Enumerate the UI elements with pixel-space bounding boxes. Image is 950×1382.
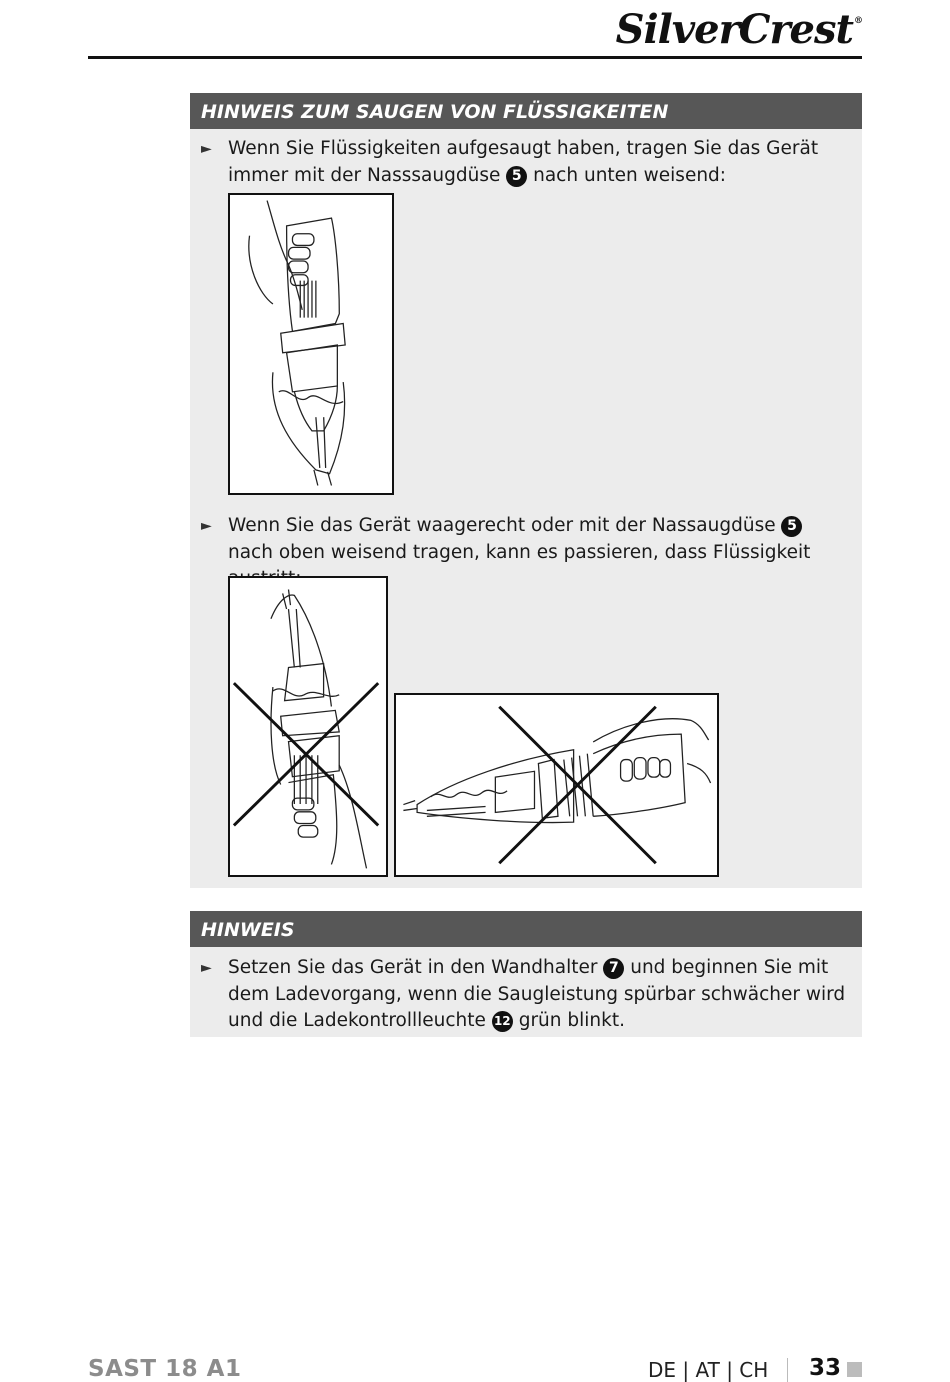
registered-mark: ® [854,16,862,26]
hand-vacuum-horizontal-icon [396,695,717,875]
hand-vacuum-nozzle-up-icon [230,578,386,875]
part-number-badge: 7 [603,958,624,979]
notice-liquid-vacuuming [190,93,862,888]
footer-divider [787,1358,788,1382]
part-number-badge: 5 [781,516,802,537]
notice-charging [190,911,862,1037]
page-number: 33 [809,1355,842,1381]
hand-vacuum-nozzle-down-icon [230,195,392,493]
footer-square-icon [847,1362,862,1377]
bullet-carry-nozzle-down [190,136,862,189]
bullet-arrow-icon: ► [201,960,212,976]
bullet-text: und beginnen Sie mit dem Ladevorgang, wenn die Saugleistung spürbar schwächer wird und die Ladekontrollleuchte [228,957,846,1031]
header-rule [88,56,862,59]
bullet-text: Wenn Sie das Gerät waagerecht oder mit der Nassaugdüse [228,515,776,536]
part-number-badge: 5 [506,166,527,187]
figure-vacuum-nozzle-down [228,193,394,495]
figure-vacuum-horizontal-crossed [394,693,719,877]
bullet-text: nach unten weisend: [533,164,727,186]
bullet-text: Wenn Sie Flüssigkeiten aufgesaugt haben, tragen Sie das Gerät immer mit der Nasssaugdüse [228,138,819,186]
footer-languages: DE | AT | CH [648,1358,769,1382]
bullet-charging [190,955,862,1035]
notice-title: HINWEIS ZUM SAUGEN VON FLÜSSIGKEITEN [190,93,862,129]
footer-model: SAST 18 A1 [88,1356,242,1382]
bullet-arrow-icon: ► [201,141,212,157]
figure-vacuum-nozzle-up-crossed [228,576,388,877]
bullet-text: Setzen Sie das Gerät in den Wandhalter [228,957,598,978]
brand-logo [616,6,862,53]
bullet-arrow-icon: ► [201,518,212,534]
bullet-text: nach oben weisend tragen, kann es passieren, dass Flüssigkeit [228,541,811,563]
bullet-text: grün blinkt. [518,1010,625,1031]
notice-title: HINWEIS [190,911,862,947]
brand-name: SilverCrest [615,6,853,53]
part-number-badge: 12 [492,1011,513,1032]
